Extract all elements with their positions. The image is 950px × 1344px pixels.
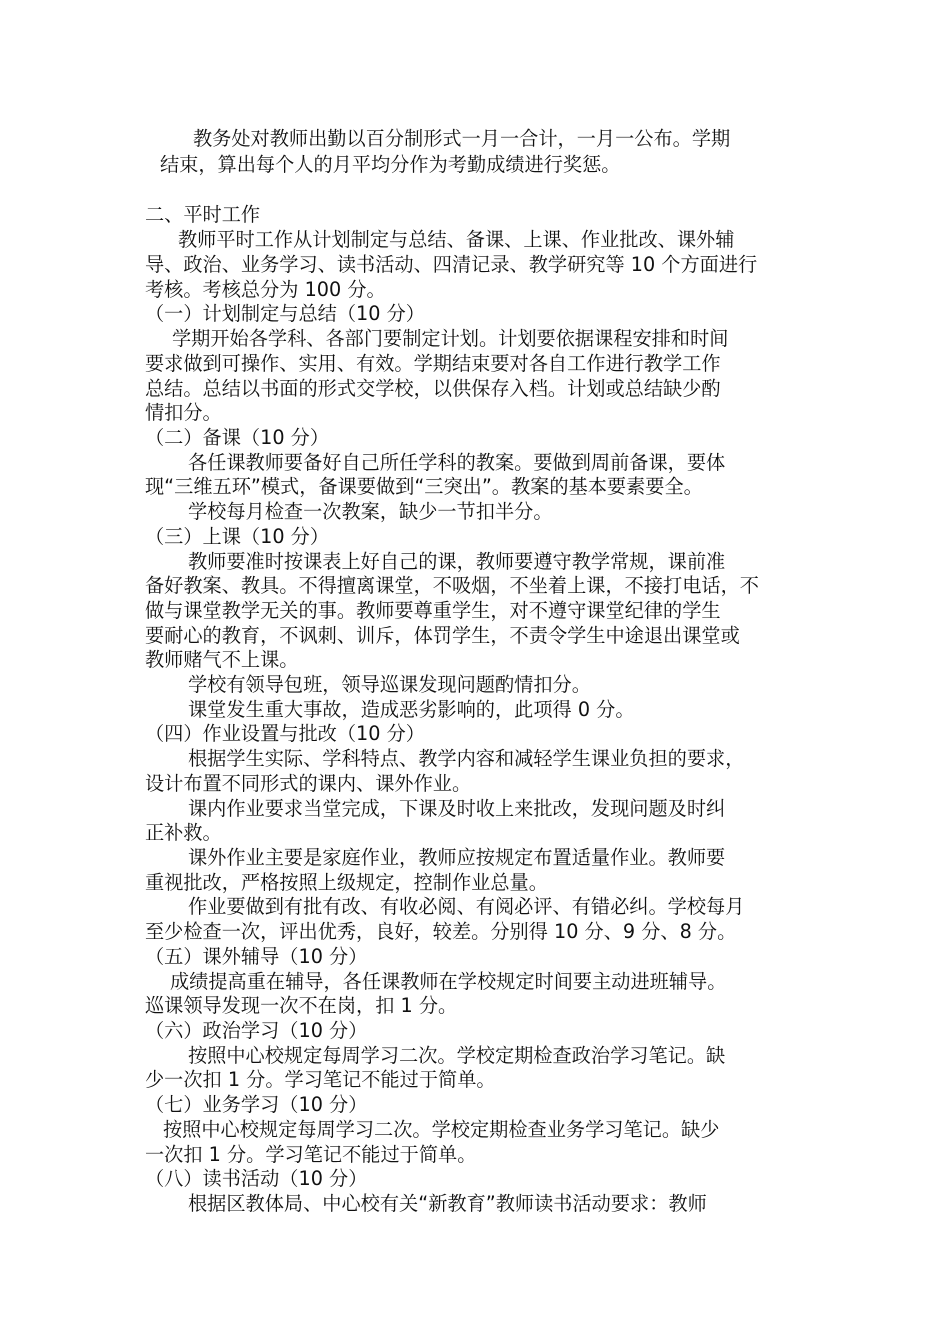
subsection-heading: （一）计划制定与总结（10 分）: [145, 302, 425, 325]
paragraph-line: 现“三维五环”模式，备课要做到“三突出”。教案的基本要素要全。: [145, 475, 703, 498]
paragraph-line: 课内作业要求当堂完成，下课及时收上来批改，发现问题及时纠: [188, 797, 726, 820]
paragraph-line: 按照中心校规定每周学习二次。学校定期检查业务学习笔记。缺少: [163, 1118, 720, 1141]
paragraph-line: 作业要做到有批有改、有收必阅、有阅必评、有错必纠。学校每月: [188, 895, 745, 918]
paragraph-line: 课外作业主要是家庭作业，教师应按规定布置适量作业。教师要: [188, 846, 726, 869]
subsection-heading: （六）政治学习（10 分）: [145, 1019, 368, 1042]
section-heading: 二、平时工作: [145, 203, 261, 226]
paragraph-line: 成绩提高重在辅导，各任课教师在学校规定时间要主动进班辅导。: [170, 970, 727, 993]
paragraph-line: 学校有领导包班，领导巡课发现问题酌情扣分。: [188, 673, 591, 696]
paragraph-line: 学校每月检查一次教案，缺少一节扣半分。: [188, 500, 553, 523]
paragraph-line: 教师平时工作从计划制定与总结、备课、上课、作业批改、课外辅: [178, 228, 735, 251]
paragraph-line: 做与课堂教学无关的事。教师要尊重学生，对不遵守课堂纪律的学生: [145, 599, 721, 622]
paragraph-line: 按照中心校规定每周学习二次。学校定期检查政治学习笔记。缺: [188, 1044, 726, 1067]
subsection-heading: （四）作业设置与批改（10 分）: [145, 722, 425, 745]
paragraph-line: 教务处对教师出勤以百分制形式一月一合计，一月一公布。学期: [193, 127, 731, 150]
paragraph-line: 考核。考核总分为 100 分。: [145, 278, 386, 301]
paragraph-line: 各任课教师要备好自己所任学科的教案。要做到周前备课，要体: [188, 451, 726, 474]
paragraph-line: 备好教案、教具。不得擅离课堂，不吸烟，不坐着上课，不接打电话，不: [145, 574, 759, 597]
paragraph-line: 设计布置不同形式的课内、课外作业。: [145, 772, 472, 795]
paragraph-line: 结束，算出每个人的月平均分作为考勤成绩进行奖惩。: [160, 153, 621, 176]
paragraph-line: 教师要准时按课表上好自己的课，教师要遵守教学常规，课前准: [188, 550, 726, 573]
paragraph-line: 一次扣 1 分。学习笔记不能过于简单。: [145, 1143, 477, 1166]
paragraph-line: 要求做到可操作、实用、有效。学期结束要对各自工作进行教学工作: [145, 352, 721, 375]
subsection-heading: （八）读书活动（10 分）: [145, 1167, 368, 1190]
paragraph-line: 课堂发生重大事故，造成恶劣影响的，此项得 0 分。: [188, 698, 635, 721]
subsection-heading: （五）课外辅导（10 分）: [145, 945, 368, 968]
paragraph-line: 教师赌气不上课。: [145, 648, 299, 671]
paragraph-line: 少一次扣 1 分。学习笔记不能过于简单。: [145, 1068, 496, 1091]
paragraph-line: 学期开始各学科、各部门要制定计划。计划要依据课程安排和时间: [172, 327, 729, 350]
paragraph-line: 根据区教体局、中心校有关“新教育”教师读书活动要求：教师: [188, 1192, 707, 1215]
paragraph-line: 情扣分。: [145, 401, 222, 424]
paragraph-line: 重视批改，严格按照上级规定，控制作业总量。: [145, 871, 548, 894]
subsection-heading: （三）上课（10 分）: [145, 525, 330, 548]
subsection-heading: （七）业务学习（10 分）: [145, 1093, 368, 1116]
paragraph-line: 至少检查一次，评出优秀，良好，较差。分别得 10 分、9 分、8 分。: [145, 920, 737, 943]
paragraph-line: 总结。总结以书面的形式交学校，以供保存入档。计划或总结缺少酌: [145, 377, 721, 400]
paragraph-line: 根据学生实际、学科特点、教学内容和减轻学生课业负担的要求，: [188, 747, 745, 770]
paragraph-line: 导、政治、业务学习、读书活动、四清记录、教学研究等 10 个方面进行: [145, 253, 758, 276]
paragraph-line: 巡课领导发现一次不在岗，扣 1 分。: [145, 994, 458, 1017]
paragraph-line: 正补救。: [145, 821, 222, 844]
subsection-heading: （二）备课（10 分）: [145, 426, 330, 449]
paragraph-line: 要耐心的教育，不讽刺、训斥，体罚学生，不责令学生中途退出课堂或: [145, 624, 740, 647]
